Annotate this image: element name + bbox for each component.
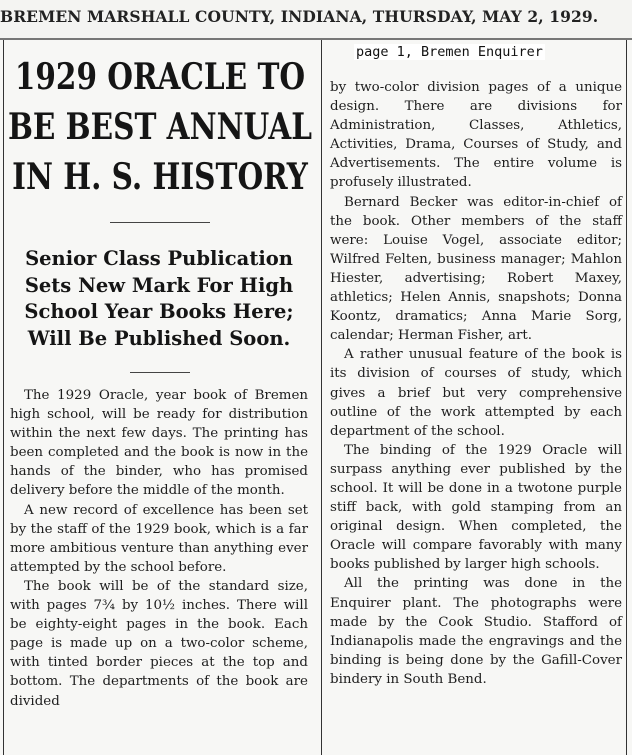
masthead-text: BREMEN MARSHALL COUNTY, INDIANA, THURSDAY, MAY 2, 1929. [0,7,599,26]
headline-divider [110,222,210,223]
subheadline [6,246,312,352]
article-column-right [330,78,622,689]
subheadline-line: Senior Class Publication [25,247,293,270]
article-paragraph: Bernard Becker was editor-in-chief of the book. Other members of the staff were: Louise Vogel, associate editor; Wilfred Felten, business manager; Mahlon Hiester, advertising; Robert Maxey, athletics; Helen Annis, snapshots; Donna Koontz, dramatics; Anna Marie Sorg, calendar; Herman Fisher, art. [330,194,622,344]
column-rule-right [626,40,627,755]
article-paragraph: The book will be of the standard size, with pages 7¾ by 10½ inches. There will be eighty-eight pages in the book. Each page is made up on a two-color scheme, with tinted border pieces at the top and bottom. The departments of the book are divided [10,578,308,709]
headline-line: IN H. S. HISTORY [12,156,308,198]
article-paragraph: The binding of the 1929 Oracle will surpass anything ever published by the school. It will be done in a twotone purple stiff back, with gold stamping from an original design. When completed, the Oracle will compare favorably with many books published by larger high schools. [330,442,622,573]
article-column-left [10,386,308,711]
masthead [0,0,632,40]
article-paragraph: The 1929 Oracle, year book of Bremen high school, will be ready for distribution within the next few days. The printing has been completed and the book is now in the hands of the binder, who has promised delivery before the middle of the month. [10,388,308,499]
article-paragraph: A new record of excellence has been set by the staff of the 1929 book, which is a far more ambitious venture than anything ever attempted by the school before. [10,502,308,575]
subheadline-line: Will Be Published Soon. [27,326,291,350]
article-paragraph: by two-color division pages of a unique design. There are divisions for Administration, Classes, Athletics, Activities, Drama, Courses of Study, and Advertisements. The entire volume is profusely illustrated. [330,80,622,191]
subhead-divider [130,372,190,373]
column-rule-middle [321,40,322,755]
headline [7,52,313,202]
article-paragraph: All the printing was done in the Enquirer plant. The photographs were made by the Cook Studio. Stafford of Indianapolis made the engravings and the binding is being done by the Gafill-Cover bindery in South Bend. [330,576,622,687]
subheadline-line: School Year Books Here; [24,300,294,323]
subheadline-line: Sets New Mark For High [24,273,294,297]
page-source-label: page 1, Bremen Enquirer [356,44,543,60]
headline-line: BE BEST ANNUAL [7,106,313,148]
headline-line: 1929 ORACLE TO [14,56,306,98]
article-paragraph: A rather unusual feature of the book is its division of courses of study, which gives a brief but very comprehensive outline of the work attempted by each department of the school. [330,347,622,439]
